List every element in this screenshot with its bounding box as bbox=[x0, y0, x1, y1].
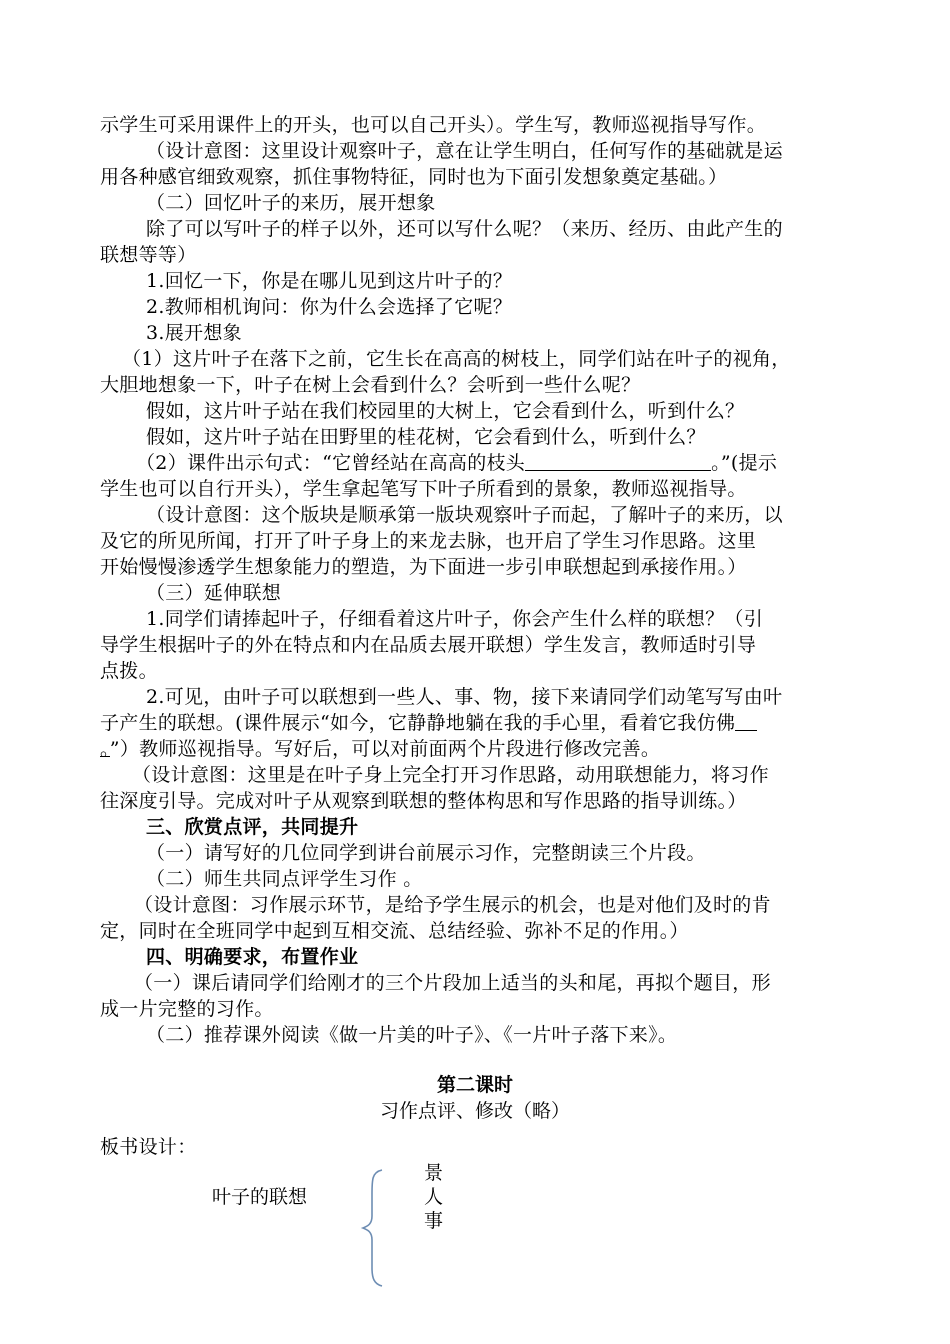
paragraph-text: 子产生的联想。(课件展示“如今，它静静地躺在我的手心里，看着它我仿佛 bbox=[100, 712, 736, 734]
design-intent-line: （设计意图：习作展示环节，是给予学生展示的机会，也是对他们及时的肯 bbox=[134, 894, 771, 916]
list-item: 1.同学们请捧起叶子，仔细看着这片叶子，你会产生什么样的联想？（引 bbox=[146, 608, 764, 630]
list-item: （二）推荐课外阅读《做一片美的叶子》、《一片叶子落下来》。 bbox=[146, 1024, 678, 1046]
design-intent-line: （设计意图：这个版块是顺承第一版块观察叶子而起，了解叶子的来历，以 bbox=[146, 504, 783, 526]
list-item: 2.可见，由叶子可以联想到一些人、事、物，接下来请同学们动笔写写由叶 bbox=[146, 686, 783, 708]
board-title: 叶子的联想 bbox=[212, 1186, 308, 1208]
paragraph-line: 往深度引导。完成对叶子从观察到联想的整体构思和写作思路的指导训练。） bbox=[100, 790, 747, 812]
board-design-label: 板书设计： bbox=[100, 1136, 197, 1158]
pattern-suffix: 。”(提示 bbox=[711, 452, 778, 474]
board-item: 人 bbox=[424, 1186, 444, 1208]
paragraph-line: （1）这片叶子在落下之前，它生长在高高的树枝上，同学们站在叶子的视角， bbox=[122, 348, 791, 370]
paragraph-line: 假如，这片叶子站在我们校园里的大树上，它会看到什么，听到什么？ bbox=[146, 400, 745, 422]
section-heading: 四、明确要求，布置作业 bbox=[146, 946, 359, 968]
list-item: 3.展开想象 bbox=[146, 322, 242, 344]
paragraph-line: 大胆地想象一下，叶子在树上会看到什么？会听到一些什么呢？ bbox=[100, 374, 641, 396]
paragraph-line: 示学生可采用课件上的开头，也可以自己开头）。学生写，教师巡视指导写作。 bbox=[100, 114, 767, 136]
paragraph-text: 。”）教师巡视指导。写好后，可以对前面两个片段进行修改完善。 bbox=[100, 738, 661, 760]
board-item: 事 bbox=[424, 1210, 444, 1232]
lesson-title: 第二课时 bbox=[436, 1074, 513, 1096]
list-item: 2.教师相机询问：你为什么会选择了它呢？ bbox=[146, 296, 513, 318]
design-intent-line: （设计意图：这里是在叶子身上完全打开习作思路，动用联想能力，将习作 bbox=[132, 764, 769, 786]
paragraph-line: 成一片完整的习作。 bbox=[100, 998, 274, 1020]
board-item: 景 bbox=[424, 1162, 444, 1184]
brace-icon bbox=[360, 1168, 390, 1288]
sentence-pattern-line bbox=[136, 450, 777, 476]
paragraph-line: 除了可以写叶子的样子以外，还可以写什么呢？（来历、经历、由此产生的 bbox=[146, 218, 783, 240]
pattern-prefix: （2）课件出示句式：“它曾经站在高高的枝头 bbox=[136, 452, 526, 474]
paragraph-line bbox=[100, 710, 757, 736]
section-subheading: （三）延伸联想 bbox=[146, 582, 282, 604]
paragraph-line: 开始慢慢渗透学生想象能力的塑造，为下面进一步引申联想起到承接作用。） bbox=[100, 556, 747, 578]
paragraph-line bbox=[100, 736, 660, 762]
paragraph-line: 联想等等） bbox=[100, 244, 197, 266]
paragraph-line: 点拨。 bbox=[100, 660, 158, 682]
list-item: （一）请写好的几位同学到讲台前展示习作，完整朗读三个片段。 bbox=[146, 842, 706, 864]
section-heading: 三、欣赏点评，共同提升 bbox=[146, 816, 359, 838]
lesson-subtitle: 习作点评、修改（略） bbox=[379, 1100, 570, 1122]
design-intent-line: （设计意图：这里设计观察叶子，意在让学生明白，任何写作的基础就是运 bbox=[146, 140, 783, 162]
paragraph-line: 及它的所见所闻，打开了叶子身上的来龙去脉，也开启了学生习作思路。这里 bbox=[100, 530, 757, 552]
paragraph-line: 定，同时在全班同学中起到互相交流、总结经验、弥补不足的作用。） bbox=[100, 920, 689, 942]
paragraph-line: 学生也可以自行开头），学生拿起笔写下叶子所看到的景象，教师巡视指导。 bbox=[100, 478, 747, 500]
fill-blank bbox=[735, 712, 757, 731]
paragraph-line: （一）课后请同学们给刚才的三个片段加上适当的头和尾，再拟个题目，形 bbox=[134, 972, 771, 994]
paragraph-line: 导学生根据叶子的外在特点和内在品质去展开联想）学生发言，教师适时引导 bbox=[100, 634, 757, 656]
paragraph-line: 假如，这片叶子站在田野里的桂花树，它会看到什么，听到什么？ bbox=[146, 426, 706, 448]
list-item: （二）师生共同点评学生习作 。 bbox=[146, 868, 423, 890]
section-subheading: （二）回忆叶子的来历，展开想象 bbox=[146, 192, 436, 214]
fill-blank bbox=[525, 452, 711, 471]
paragraph-line: 用各种感官细致观察，抓住事物特征，同时也为下面引发想象奠定基础。） bbox=[100, 166, 728, 188]
list-item: 1.回忆一下，你是在哪儿见到这片叶子的？ bbox=[146, 270, 513, 292]
